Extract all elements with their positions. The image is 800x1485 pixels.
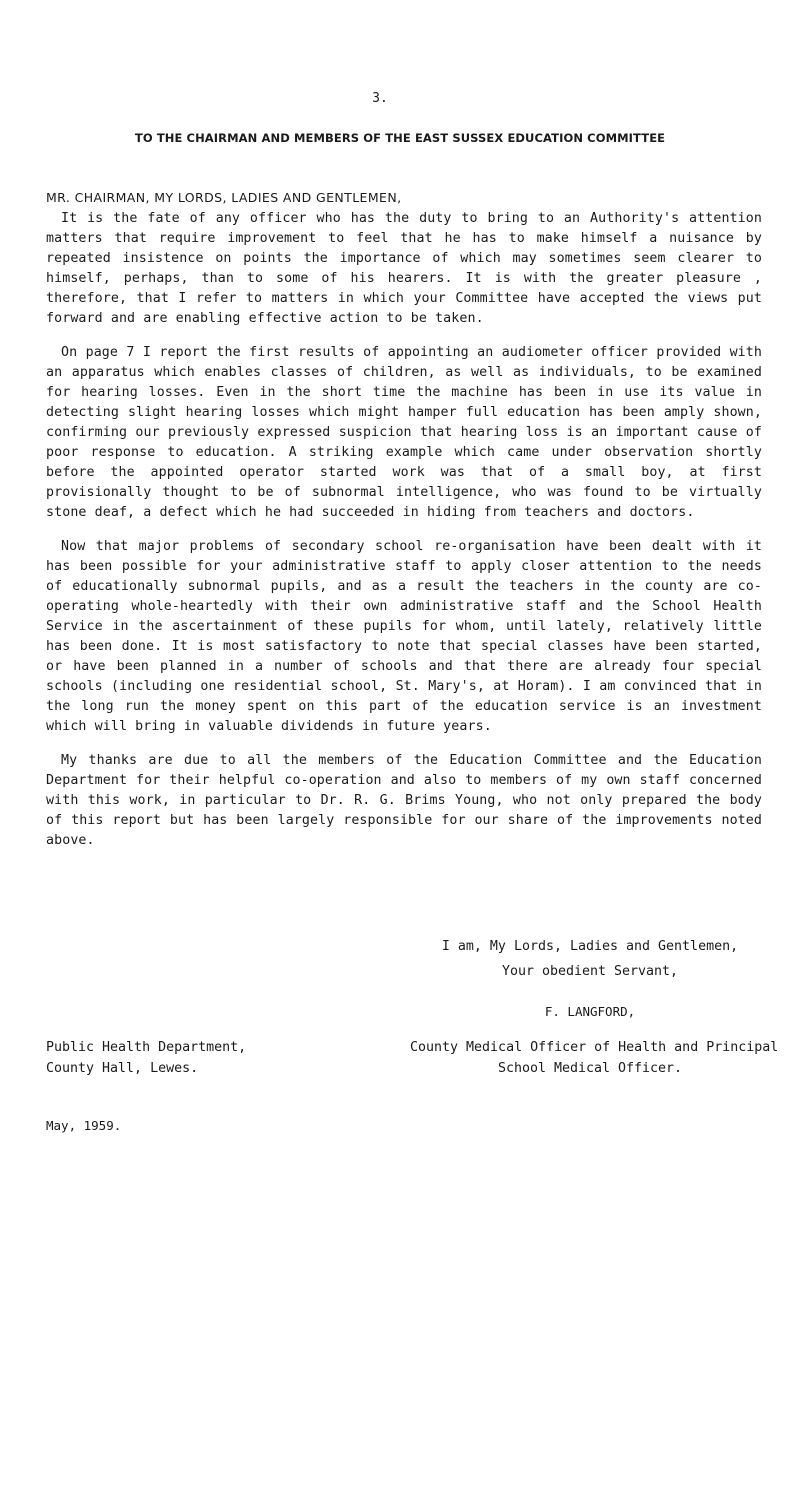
- page-number: 3.: [372, 91, 388, 106]
- salutation: MR. CHAIRMAN, MY LORDS, LADIES AND GENTLEMEN,: [46, 190, 402, 205]
- paragraph-4: My thanks are due to all the members of the Education Committee and the Education Department for their helpful co-operation and also to members of my own staff concerned with this work, in particular to Dr. R. G. Brims Young, who not only prepared the body of this report but has been largely responsible for our share of the improvements noted above.: [46, 753, 762, 848]
- address-line-2: County Hall, Lewes.: [46, 1061, 199, 1076]
- letter-body: [46, 209, 762, 865]
- paragraph-1: It is the fate of any officer who has the duty to bring to an Authority's attention matters that require improvement to feel that he has to make himself a nuisance by repeated insistence on points the importance of which may sometimes seem clearer to himself, perhaps, than to some of his hearers. It is with the greater pleasure , therefore, that I refer to matters in which your Committee have accepted the views put forward and are enabling effective action to be taken.: [46, 211, 762, 326]
- paragraph-2: On page 7 I report the first results of appointing an audiometer officer provided with an apparatus which enables classes of children, as well as individuals, to be examined for hearing losses. Even in the short time the machine has been in use its value in detecting slight hearing losses which might hamper full education has been amply shown, confirming our previously expressed suspicion that hearing loss is an important cause of poor response to education. A striking example which came under observation shortly before the appointed operator started work was that of a small boy, at first provisionally thought to be of subnormal intelligence, who was found to be virtually stone deaf, a defect which he had succeeded in hiding from teachers and doctors.: [46, 345, 762, 520]
- signatory-name: F. LANGFORD,: [544, 1004, 636, 1019]
- address-line-1: Public Health Department,: [46, 1040, 247, 1055]
- report-heading: TO THE CHAIRMAN AND MEMBERS OF THE EAST SUSSEX EDUCATION COMMITTEE: [134, 131, 666, 145]
- report-date: May, 1959.: [46, 1118, 122, 1133]
- closing-line-2: Your obedient Servant,: [501, 964, 679, 979]
- signatory-title-line-1: County Medical Officer of Health and Principal: [410, 1040, 779, 1055]
- closing-line-1: I am, My Lords, Ladies and Gentlemen,: [441, 939, 739, 954]
- signatory-title-line-2: School Medical Officer.: [497, 1061, 683, 1076]
- paragraph-3: Now that major problems of secondary school re-organisation have been dealt with it has been possible for your administrative staff to apply closer attention to the needs of educationally subnormal pupils, and as a result the teachers in the county are co-operating whole-heartedly with their own administrative staff and the School Health Service in the ascertainment of these pupils for whom, until lately, relatively little has been done. It is most satisfactory to note that special classes have been started, or have been planned in a number of schools and that there are already four special schools (including one residential school, St. Mary's, at Horam). I am convinced that in the long run the money spent on this part of the education service is an investment which will bring in valuable dividends in future years.: [46, 539, 762, 734]
